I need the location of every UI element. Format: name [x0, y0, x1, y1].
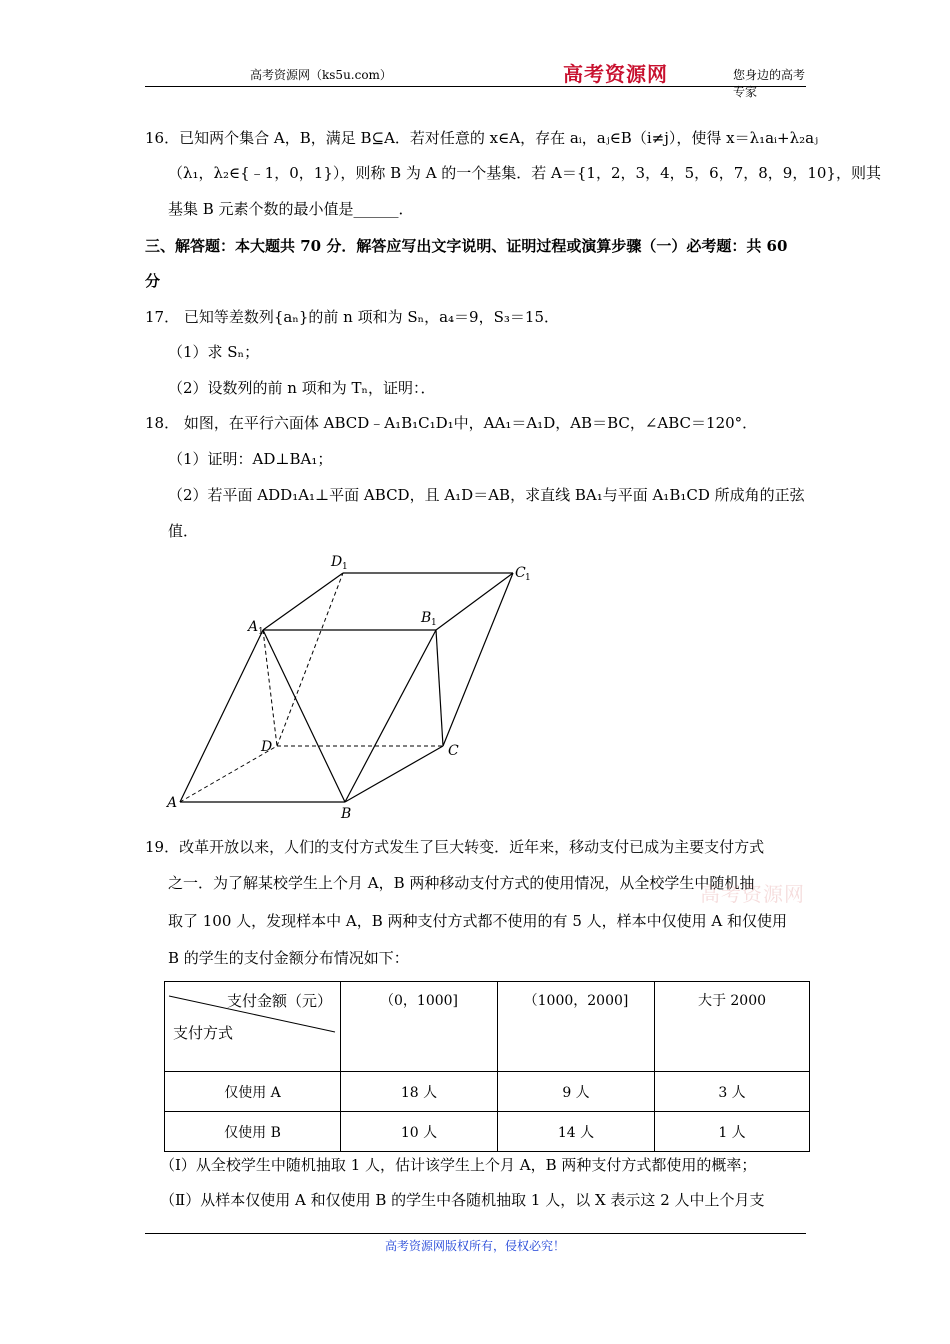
table-row-label: 仅使用 B: [165, 1112, 341, 1152]
page-footer: 高考资源网版权所有，侵权必究！: [384, 1239, 565, 1253]
edge-A1D1: [263, 573, 343, 630]
header-slogan: 您身边的高考专家: [733, 68, 806, 99]
q18-stem: 18． 如图，在平行六面体 ABCD﹣A₁B₁C₁D₁中，AA₁＝A₁D，AB＝BC，∠ABC＝120°．: [145, 414, 758, 432]
q19-question-1: （Ⅰ）从全校学生中随机抽取 1 人，估计该学生上个月 A，B 两种支付方式都使用的概率；: [160, 1156, 757, 1174]
header-logo: 高考资源网: [563, 62, 668, 86]
label-A1-sub: 1: [258, 627, 264, 637]
table-header-row: [165, 982, 810, 1072]
parallelepiped-figure: [165, 550, 545, 820]
table-diagonal-header: [165, 982, 341, 1072]
table-cell: 18 人: [341, 1072, 498, 1112]
section-3-heading-cont: 分: [145, 272, 161, 290]
table-row: [165, 1072, 810, 1112]
q16-line-1: 16．已知两个集合 A，B，满足 B⊆A．若对任意的 x∈A，存在 aᵢ，aⱼ∈B（i≠j），使得 x＝λ₁aᵢ+λ₂aⱼ: [145, 129, 819, 147]
label-C: C: [448, 743, 459, 759]
edge-AA1: [180, 630, 263, 802]
table-row: [165, 1112, 810, 1152]
table-row-label: 仅使用 A: [165, 1072, 341, 1112]
q16-line-3: 基集 B 元素个数的最小值是______．: [168, 200, 414, 218]
edge-A1D-hidden: [263, 630, 277, 746]
q18-part-1: （1）证明：AD⊥BA₁；: [168, 450, 333, 468]
label-D: D: [261, 739, 273, 755]
q19-question-2: （Ⅱ）从样本仅使用 A 和仅使用 B 的学生中各随机抽取 1 人，以 X 表示这 2 人中上个月支: [160, 1191, 765, 1209]
q19-line-3: 取了 100 人，发现样本中 A，B 两种支付方式都不使用的有 5 人，样本中仅使用 A 和仅使用: [168, 912, 788, 930]
edge-A1B: [263, 630, 345, 802]
label-A1: A: [248, 619, 259, 635]
watermark: 高考资源网: [700, 882, 805, 906]
q16-line-2: （λ₁，λ₂∈{﹣1，0，1}），则称 B 为 A 的一个基集．若 A＝{1，2，3，4，5，6，7，8，9，10}，则其: [168, 164, 881, 182]
q18-part-2-cont: 值．: [168, 522, 199, 540]
header-site-name: 高考资源网（ks5u.com）: [250, 68, 392, 82]
q19-line-1: 19．改革开放以来，人们的支付方式发生了巨大转变．近年来，移动支付已成为主要支付方式: [145, 838, 765, 856]
table-col-header: （0，1000]: [341, 982, 498, 1072]
header-method: 支付方式: [173, 1024, 234, 1042]
label-D1: D: [331, 554, 343, 570]
label-B1: B: [421, 610, 432, 626]
q17-part-1: （1）求 Sₙ；: [168, 343, 260, 361]
q17-part-2: （2）设数列的前 n 项和为 Tₙ，证明：．: [168, 379, 436, 397]
edge-DD1-hidden: [277, 573, 343, 746]
payment-table: [164, 981, 810, 1152]
table-cell: 1 人: [655, 1112, 810, 1152]
q19-line-2: 之一．为了解某校学生上个月 A，B 两种移动支付方式的使用情况，从全校学生中随机抽: [168, 874, 755, 892]
label-A: A: [167, 795, 178, 811]
table-col-header: 大于 2000: [655, 982, 810, 1072]
section-3-heading: 三、解答题：本大题共 70 分．解答应写出文字说明、证明过程或演算步骤（一）必考题：共 60: [145, 237, 788, 255]
footer-divider: [145, 1233, 806, 1234]
table-cell: 9 人: [498, 1072, 655, 1112]
q17-stem: 17． 已知等差数列{aₙ}的前 n 项和为 Sₙ，a₄＝9，S₃＝15．: [145, 308, 559, 326]
header-amount: 支付金额（元）: [226, 992, 332, 1010]
edge-B1C: [436, 630, 443, 746]
table-cell: 3 人: [655, 1072, 810, 1112]
label-B1-sub: 1: [431, 618, 437, 628]
q19-line-4: B 的学生的支付金额分布情况如下：: [168, 949, 409, 967]
table-cell: 14 人: [498, 1112, 655, 1152]
label-C1-sub: 1: [525, 573, 531, 583]
page-header: [145, 60, 806, 99]
q18-part-2: （2）若平面 ADD₁A₁⊥平面 ABCD，且 A₁D＝AB，求直线 BA₁与平面 A₁B₁CD 所成角的正弦: [168, 486, 805, 504]
label-B: B: [341, 806, 352, 820]
table-col-header: （1000，2000]: [498, 982, 655, 1072]
label-C1: C: [515, 565, 526, 581]
label-D1-sub: 1: [342, 562, 348, 572]
table-cell: 10 人: [341, 1112, 498, 1152]
